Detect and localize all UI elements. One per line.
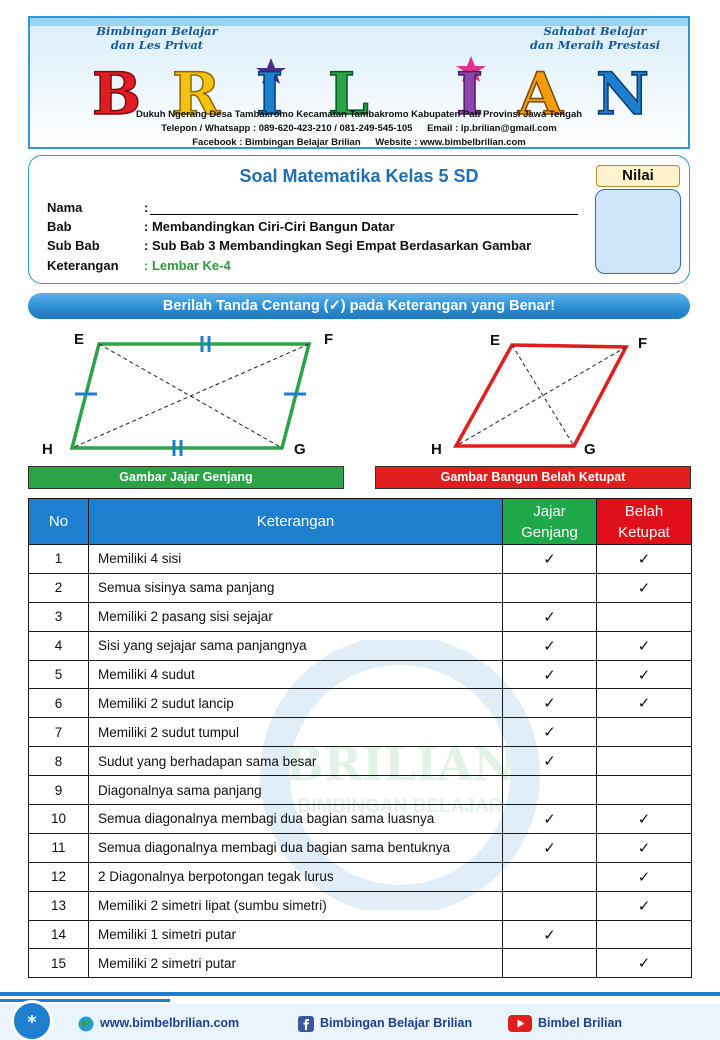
check-cell-belah-ketupat[interactable]: ✓ bbox=[597, 545, 692, 574]
globe-icon bbox=[78, 1016, 94, 1032]
row-description: Memiliki 2 pasang sisi sejajar bbox=[89, 602, 503, 631]
check-cell-jajar-genjang[interactable]: ✓ bbox=[503, 920, 597, 949]
youtube-icon bbox=[508, 1015, 532, 1032]
brand-letter-i2: I bbox=[456, 60, 484, 118]
row-number: 2 bbox=[29, 573, 89, 602]
row-number: 15 bbox=[29, 949, 89, 978]
rhombus-diagonal bbox=[512, 345, 574, 446]
checklist-table bbox=[28, 498, 692, 978]
table-row bbox=[29, 949, 692, 978]
row-number: 11 bbox=[29, 833, 89, 862]
table-row bbox=[29, 689, 692, 718]
vertex-label: G bbox=[584, 441, 596, 458]
name-input-line[interactable] bbox=[150, 202, 578, 215]
table-row bbox=[29, 776, 692, 805]
check-cell-belah-ketupat[interactable]: ✓ bbox=[597, 573, 692, 602]
table-row bbox=[29, 747, 692, 776]
row-number: 9 bbox=[29, 776, 89, 805]
info-card bbox=[28, 155, 690, 284]
field-sub-bab bbox=[47, 238, 531, 253]
page-badge: * bbox=[11, 1000, 53, 1040]
row-number: 5 bbox=[29, 660, 89, 689]
vertex-label: G bbox=[294, 441, 306, 458]
phone-text: Telepon / Whatsapp : 089-620-423-210 / 081-249-545-105 bbox=[161, 123, 413, 134]
header-line: Jajar bbox=[533, 502, 566, 520]
footer-facebook[interactable] bbox=[298, 1014, 472, 1032]
check-cell-belah-ketupat[interactable]: ✓ bbox=[597, 660, 692, 689]
email-text: Email : lp.brilian@gmail.com bbox=[427, 123, 557, 134]
header-line: Ketupat bbox=[618, 523, 670, 541]
field-label: Nama bbox=[47, 200, 83, 215]
table-row bbox=[29, 805, 692, 834]
rhombus-figure bbox=[431, 332, 647, 458]
footer-website[interactable] bbox=[78, 1014, 239, 1032]
footer-youtube-label: Bimbel Brilian bbox=[538, 1016, 623, 1030]
nilai-score-box[interactable] bbox=[595, 189, 681, 274]
row-description: 2 Diagonalnya berpotongan tegak lurus bbox=[89, 862, 503, 891]
check-cell-jajar-genjang[interactable] bbox=[503, 891, 597, 920]
row-number: 12 bbox=[29, 862, 89, 891]
check-cell-jajar-genjang[interactable]: ✓ bbox=[503, 631, 597, 660]
check-cell-belah-ketupat[interactable]: ✓ bbox=[597, 891, 692, 920]
social-line bbox=[30, 137, 688, 148]
table-row bbox=[29, 545, 692, 574]
row-description: Memiliki 2 simetri putar bbox=[89, 949, 503, 978]
row-description: Sisi yang sejajar sama panjangnya bbox=[89, 631, 503, 660]
check-cell-jajar-genjang[interactable] bbox=[503, 949, 597, 978]
header-jajar-genjang bbox=[503, 499, 597, 545]
checklist-table-wrap bbox=[28, 498, 691, 978]
row-number: 13 bbox=[29, 891, 89, 920]
row-description: Memiliki 2 sudut lancip bbox=[89, 689, 503, 718]
tagline-left-line1: Bimbingan Belajar bbox=[96, 24, 218, 38]
header-line: Genjang bbox=[521, 523, 578, 541]
rhombus-outline bbox=[456, 345, 626, 446]
check-cell-jajar-genjang[interactable]: ✓ bbox=[503, 689, 597, 718]
row-number: 6 bbox=[29, 689, 89, 718]
facebook-text: Facebook : Bimbingan Belajar Brilian bbox=[192, 137, 361, 148]
tagline-left-line2: dan Les Privat bbox=[110, 38, 204, 52]
check-cell-belah-ketupat[interactable]: ✓ bbox=[597, 862, 692, 891]
check-cell-jajar-genjang[interactable]: ✓ bbox=[503, 660, 597, 689]
header-keterangan: Keterangan bbox=[89, 499, 503, 545]
row-description: Memiliki 2 sudut tumpul bbox=[89, 718, 503, 747]
row-description: Sudut yang berhadapan sama besar bbox=[89, 747, 503, 776]
website-text: Website : www.bimbelbrilian.com bbox=[375, 137, 526, 148]
watermark-subtitle: BIMBINGAN BELAJAR bbox=[297, 796, 503, 817]
check-cell-belah-ketupat[interactable]: ✓ bbox=[597, 805, 692, 834]
header-belah-ketupat bbox=[597, 499, 692, 545]
vertex-label: F bbox=[324, 331, 334, 348]
field-label: Bab bbox=[47, 219, 72, 234]
check-cell-jajar-genjang[interactable] bbox=[503, 776, 597, 805]
row-number: 8 bbox=[29, 747, 89, 776]
brand-letter-b: B bbox=[92, 60, 142, 118]
field-value: : Sub Bab 3 Membandingkan Segi Empat Berdasarkan Gambar bbox=[144, 238, 532, 253]
tagline-right-line1: Sahabat Belajar bbox=[543, 24, 647, 38]
check-cell-jajar-genjang[interactable]: ✓ bbox=[503, 602, 597, 631]
check-cell-jajar-genjang[interactable]: ✓ bbox=[503, 805, 597, 834]
vertex-label: E bbox=[490, 332, 501, 349]
brand-letter-r: R bbox=[172, 60, 221, 118]
row-description: Semua sisinya sama panjang bbox=[89, 573, 503, 602]
row-description: Memiliki 4 sudut bbox=[89, 660, 503, 689]
header-no: No bbox=[29, 499, 89, 545]
check-cell-belah-ketupat[interactable]: ✓ bbox=[597, 833, 692, 862]
table-row bbox=[29, 573, 692, 602]
table-row bbox=[29, 602, 692, 631]
row-number: 10 bbox=[29, 805, 89, 834]
check-cell-belah-ketupat[interactable]: ✓ bbox=[597, 949, 692, 978]
field-value: : bbox=[144, 200, 149, 215]
field-label: Keterangan bbox=[47, 258, 119, 273]
brand-letter-i1: I bbox=[256, 60, 284, 118]
brand-letter-n: N bbox=[596, 60, 650, 118]
table-row bbox=[29, 631, 692, 660]
table-row bbox=[29, 920, 692, 949]
row-description: Semua diagonalnya membagi dua bagian sama bentuknya bbox=[89, 833, 503, 862]
row-description: Memiliki 1 simetri putar bbox=[89, 920, 503, 949]
shapes-figure bbox=[28, 322, 690, 464]
check-cell-jajar-genjang[interactable]: ✓ bbox=[503, 747, 597, 776]
row-description: Memiliki 2 simetri lipat (sumbu simetri) bbox=[89, 891, 503, 920]
page-title: Soal Matematika Kelas 5 SD bbox=[239, 166, 479, 186]
header-line: Belah bbox=[624, 502, 664, 520]
check-cell-jajar-genjang[interactable]: ✓ bbox=[503, 718, 597, 747]
watermark-brand: BRILIAN bbox=[284, 737, 516, 791]
parallelogram-caption: Gambar Jajar Genjang bbox=[28, 466, 344, 489]
check-cell-jajar-genjang[interactable]: ✓ bbox=[503, 833, 597, 862]
footer-youtube[interactable] bbox=[508, 1014, 622, 1032]
vertex-label: F bbox=[638, 335, 648, 352]
row-number: 14 bbox=[29, 920, 89, 949]
table-header-row bbox=[29, 499, 692, 545]
row-number: 3 bbox=[29, 602, 89, 631]
row-description: Diagonalnya sama panjang bbox=[89, 776, 503, 805]
address-text: Dukuh Ngerang Desa Tambakromo Kecamatan Tambakromo Kabupaten Pati Provinsi Jawa Tengah bbox=[135, 109, 583, 120]
field-keterangan bbox=[47, 258, 231, 273]
footer-divider bbox=[0, 992, 720, 996]
field-value: : Membandingkan Ciri-Ciri Bangun Datar bbox=[144, 219, 395, 234]
tagline-right bbox=[510, 24, 680, 52]
field-nama bbox=[47, 200, 578, 215]
vertex-label: E bbox=[74, 331, 85, 348]
contact-line bbox=[30, 123, 688, 134]
row-number: 4 bbox=[29, 631, 89, 660]
check-cell-belah-ketupat[interactable] bbox=[597, 776, 692, 805]
tagline-right-line2: dan Meraih Prestasi bbox=[529, 38, 661, 52]
check-cell-belah-ketupat[interactable]: ✓ bbox=[597, 631, 692, 660]
check-cell-belah-ketupat[interactable] bbox=[597, 602, 692, 631]
row-description: Memiliki 4 sisi bbox=[89, 545, 503, 574]
table-row bbox=[29, 891, 692, 920]
row-description: Semua diagonalnya membagi dua bagian sama luasnya bbox=[89, 805, 503, 834]
check-cell-jajar-genjang[interactable] bbox=[503, 573, 597, 602]
vertex-label: H bbox=[42, 441, 53, 458]
check-cell-belah-ketupat[interactable] bbox=[597, 718, 692, 747]
parallelogram-figure bbox=[42, 331, 333, 458]
parallelogram-diagonal bbox=[72, 344, 309, 448]
nilai-label: Nilai bbox=[596, 165, 680, 187]
address-line bbox=[30, 109, 688, 120]
row-number: 7 bbox=[29, 718, 89, 747]
check-cell-belah-ketupat[interactable] bbox=[597, 920, 692, 949]
row-number: 1 bbox=[29, 545, 89, 574]
brand-letter-l: L bbox=[328, 60, 369, 118]
brand-letter-a: A bbox=[518, 60, 564, 118]
footer-facebook-label: Bimbingan Belajar Brilian bbox=[320, 1016, 473, 1030]
field-label: Sub Bab bbox=[47, 238, 100, 253]
rhombus-caption: Gambar Bangun Belah Ketupat bbox=[375, 466, 691, 489]
check-cell-belah-ketupat[interactable]: ✓ bbox=[597, 689, 692, 718]
field-bab bbox=[47, 219, 395, 234]
vertex-label: H bbox=[431, 441, 442, 458]
table-row bbox=[29, 833, 692, 862]
table-row bbox=[29, 862, 692, 891]
instruction-bar: Berilah Tanda Centang (✓) pada Keterangan yang Benar! bbox=[28, 293, 690, 319]
field-value: : Lembar Ke-4 bbox=[144, 258, 231, 273]
check-cell-belah-ketupat[interactable] bbox=[597, 747, 692, 776]
table-row bbox=[29, 718, 692, 747]
facebook-icon bbox=[298, 1016, 314, 1032]
check-cell-jajar-genjang[interactable] bbox=[503, 862, 597, 891]
footer-website-label: www.bimbelbrilian.com bbox=[100, 1016, 240, 1030]
header-banner bbox=[28, 16, 690, 149]
footer bbox=[0, 990, 720, 1040]
check-cell-jajar-genjang[interactable]: ✓ bbox=[503, 545, 597, 574]
table-row bbox=[29, 660, 692, 689]
tagline-left bbox=[82, 24, 232, 52]
